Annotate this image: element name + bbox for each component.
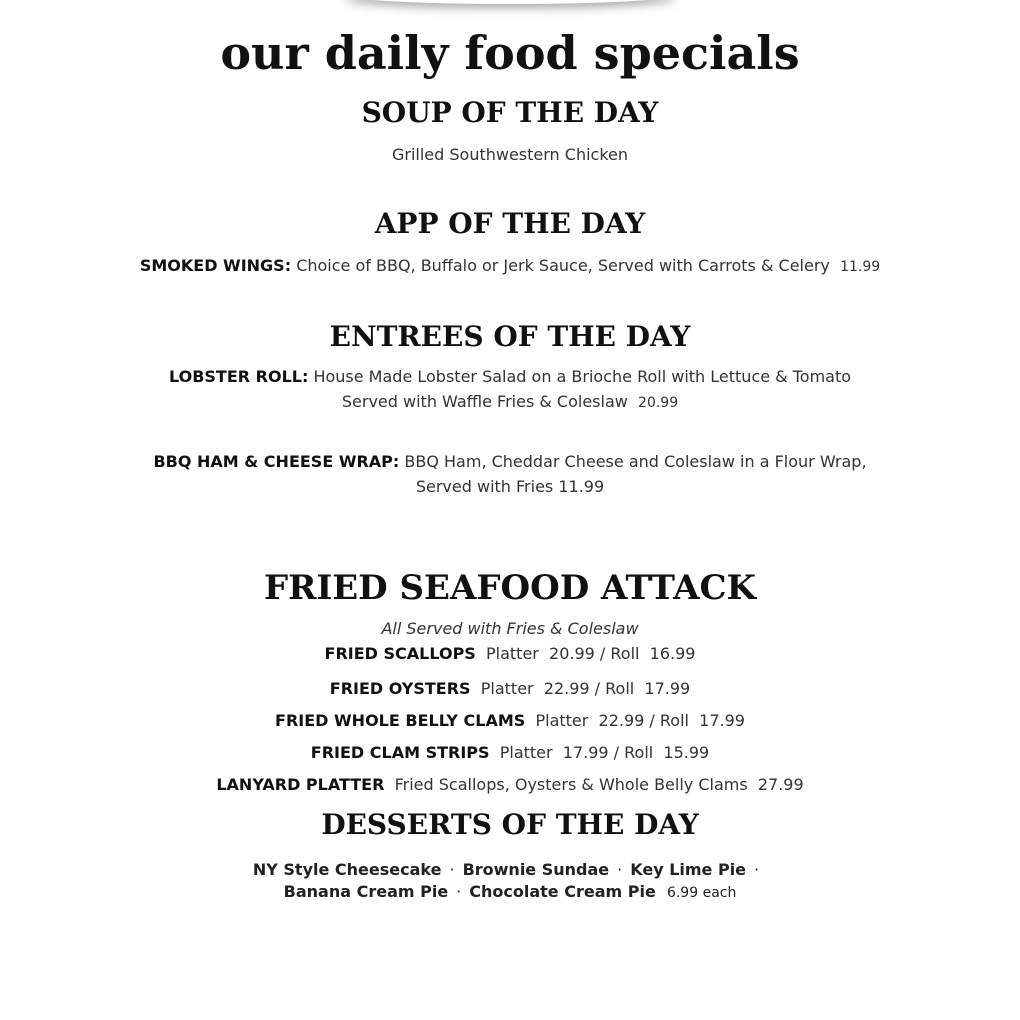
page-top-shadow <box>345 0 675 4</box>
app-item-description: Choice of BBQ, Buffalo or Jerk Sauce, Served with Carrots & Celery <box>296 256 830 275</box>
entree-item-description: Served with Fries <box>415 477 554 496</box>
entree-item-line2 <box>0 477 1020 496</box>
entree-item-name: LOBSTER ROLL: <box>168 367 309 386</box>
seafood-item <box>0 679 1020 698</box>
entree-item-description: House Made Lobster Salad on a Brioche Roll with Lettuce & Tomato <box>313 367 852 386</box>
seafood-item-details: Platter 17.99 / Roll 15.99 <box>499 743 710 762</box>
dessert-separator: · <box>449 860 455 879</box>
dessert-item: Key Lime Pie <box>630 860 747 879</box>
seafood-item-name: FRIED WHOLE BELLY CLAMS <box>275 711 526 730</box>
app-item-price: 11.99 <box>840 259 881 275</box>
soup-item: Grilled Southwestern Chicken <box>391 145 629 164</box>
entree-item-price: 11.99 <box>558 477 605 496</box>
entree-item <box>0 367 1020 386</box>
app-heading: APP OF THE DAY <box>374 207 646 240</box>
dessert-separator: · <box>456 882 462 901</box>
seafood-item-details: Platter 20.99 / Roll 16.99 <box>486 644 696 663</box>
desserts-line-1 <box>0 860 1020 879</box>
app-item-name: SMOKED WINGS: <box>139 256 292 275</box>
seafood-subtitle: All Served with Fries & Coleslaw <box>381 619 639 638</box>
dessert-item: Chocolate Cream Pie <box>469 882 656 901</box>
dessert-item: Brownie Sundae <box>462 860 610 879</box>
seafood-item-details: Platter 22.99 / Roll 17.99 <box>535 711 745 730</box>
dessert-separator: · <box>617 860 623 879</box>
dessert-separator: · <box>754 860 760 879</box>
dessert-item: Banana Cream Pie <box>283 882 449 901</box>
seafood-item-name: FRIED CLAM STRIPS <box>310 743 490 762</box>
seafood-item-name: FRIED OYSTERS <box>329 679 471 698</box>
dessert-price: 6.99 each <box>666 885 737 901</box>
desserts-line-2 <box>0 882 1020 901</box>
entrees-heading: ENTREES OF THE DAY <box>329 320 691 353</box>
seafood-heading: FRIED SEAFOOD ATTACK <box>263 568 757 608</box>
seafood-item <box>0 644 1020 663</box>
entree-item <box>0 452 1020 471</box>
entree-item-description: BBQ Ham, Cheddar Cheese and Coleslaw in a Flour Wrap, <box>404 452 867 471</box>
app-item <box>0 256 1020 275</box>
entree-item-line2 <box>0 392 1020 411</box>
entree-item-price: 20.99 <box>638 395 679 411</box>
seafood-item-details: Platter 22.99 / Roll 17.99 <box>480 679 691 698</box>
seafood-item-name: FRIED SCALLOPS <box>324 644 476 663</box>
seafood-item <box>0 743 1020 762</box>
entree-item-description: Served with Waffle Fries & Coleslaw <box>341 392 628 411</box>
entree-item-name: BBQ HAM & CHEESE WRAP: <box>153 452 400 471</box>
soup-heading: SOUP OF THE DAY <box>361 96 659 129</box>
seafood-item-name: LANYARD PLATTER <box>216 775 385 794</box>
seafood-item-details: Fried Scallops, Oysters & Whole Belly Clams 27.99 <box>394 775 804 794</box>
page-title: our daily food specials <box>220 26 800 80</box>
desserts-heading: DESSERTS OF THE DAY <box>321 808 699 841</box>
seafood-item <box>0 775 1020 794</box>
seafood-item <box>0 711 1020 730</box>
dessert-item: NY Style Cheesecake <box>252 860 442 879</box>
